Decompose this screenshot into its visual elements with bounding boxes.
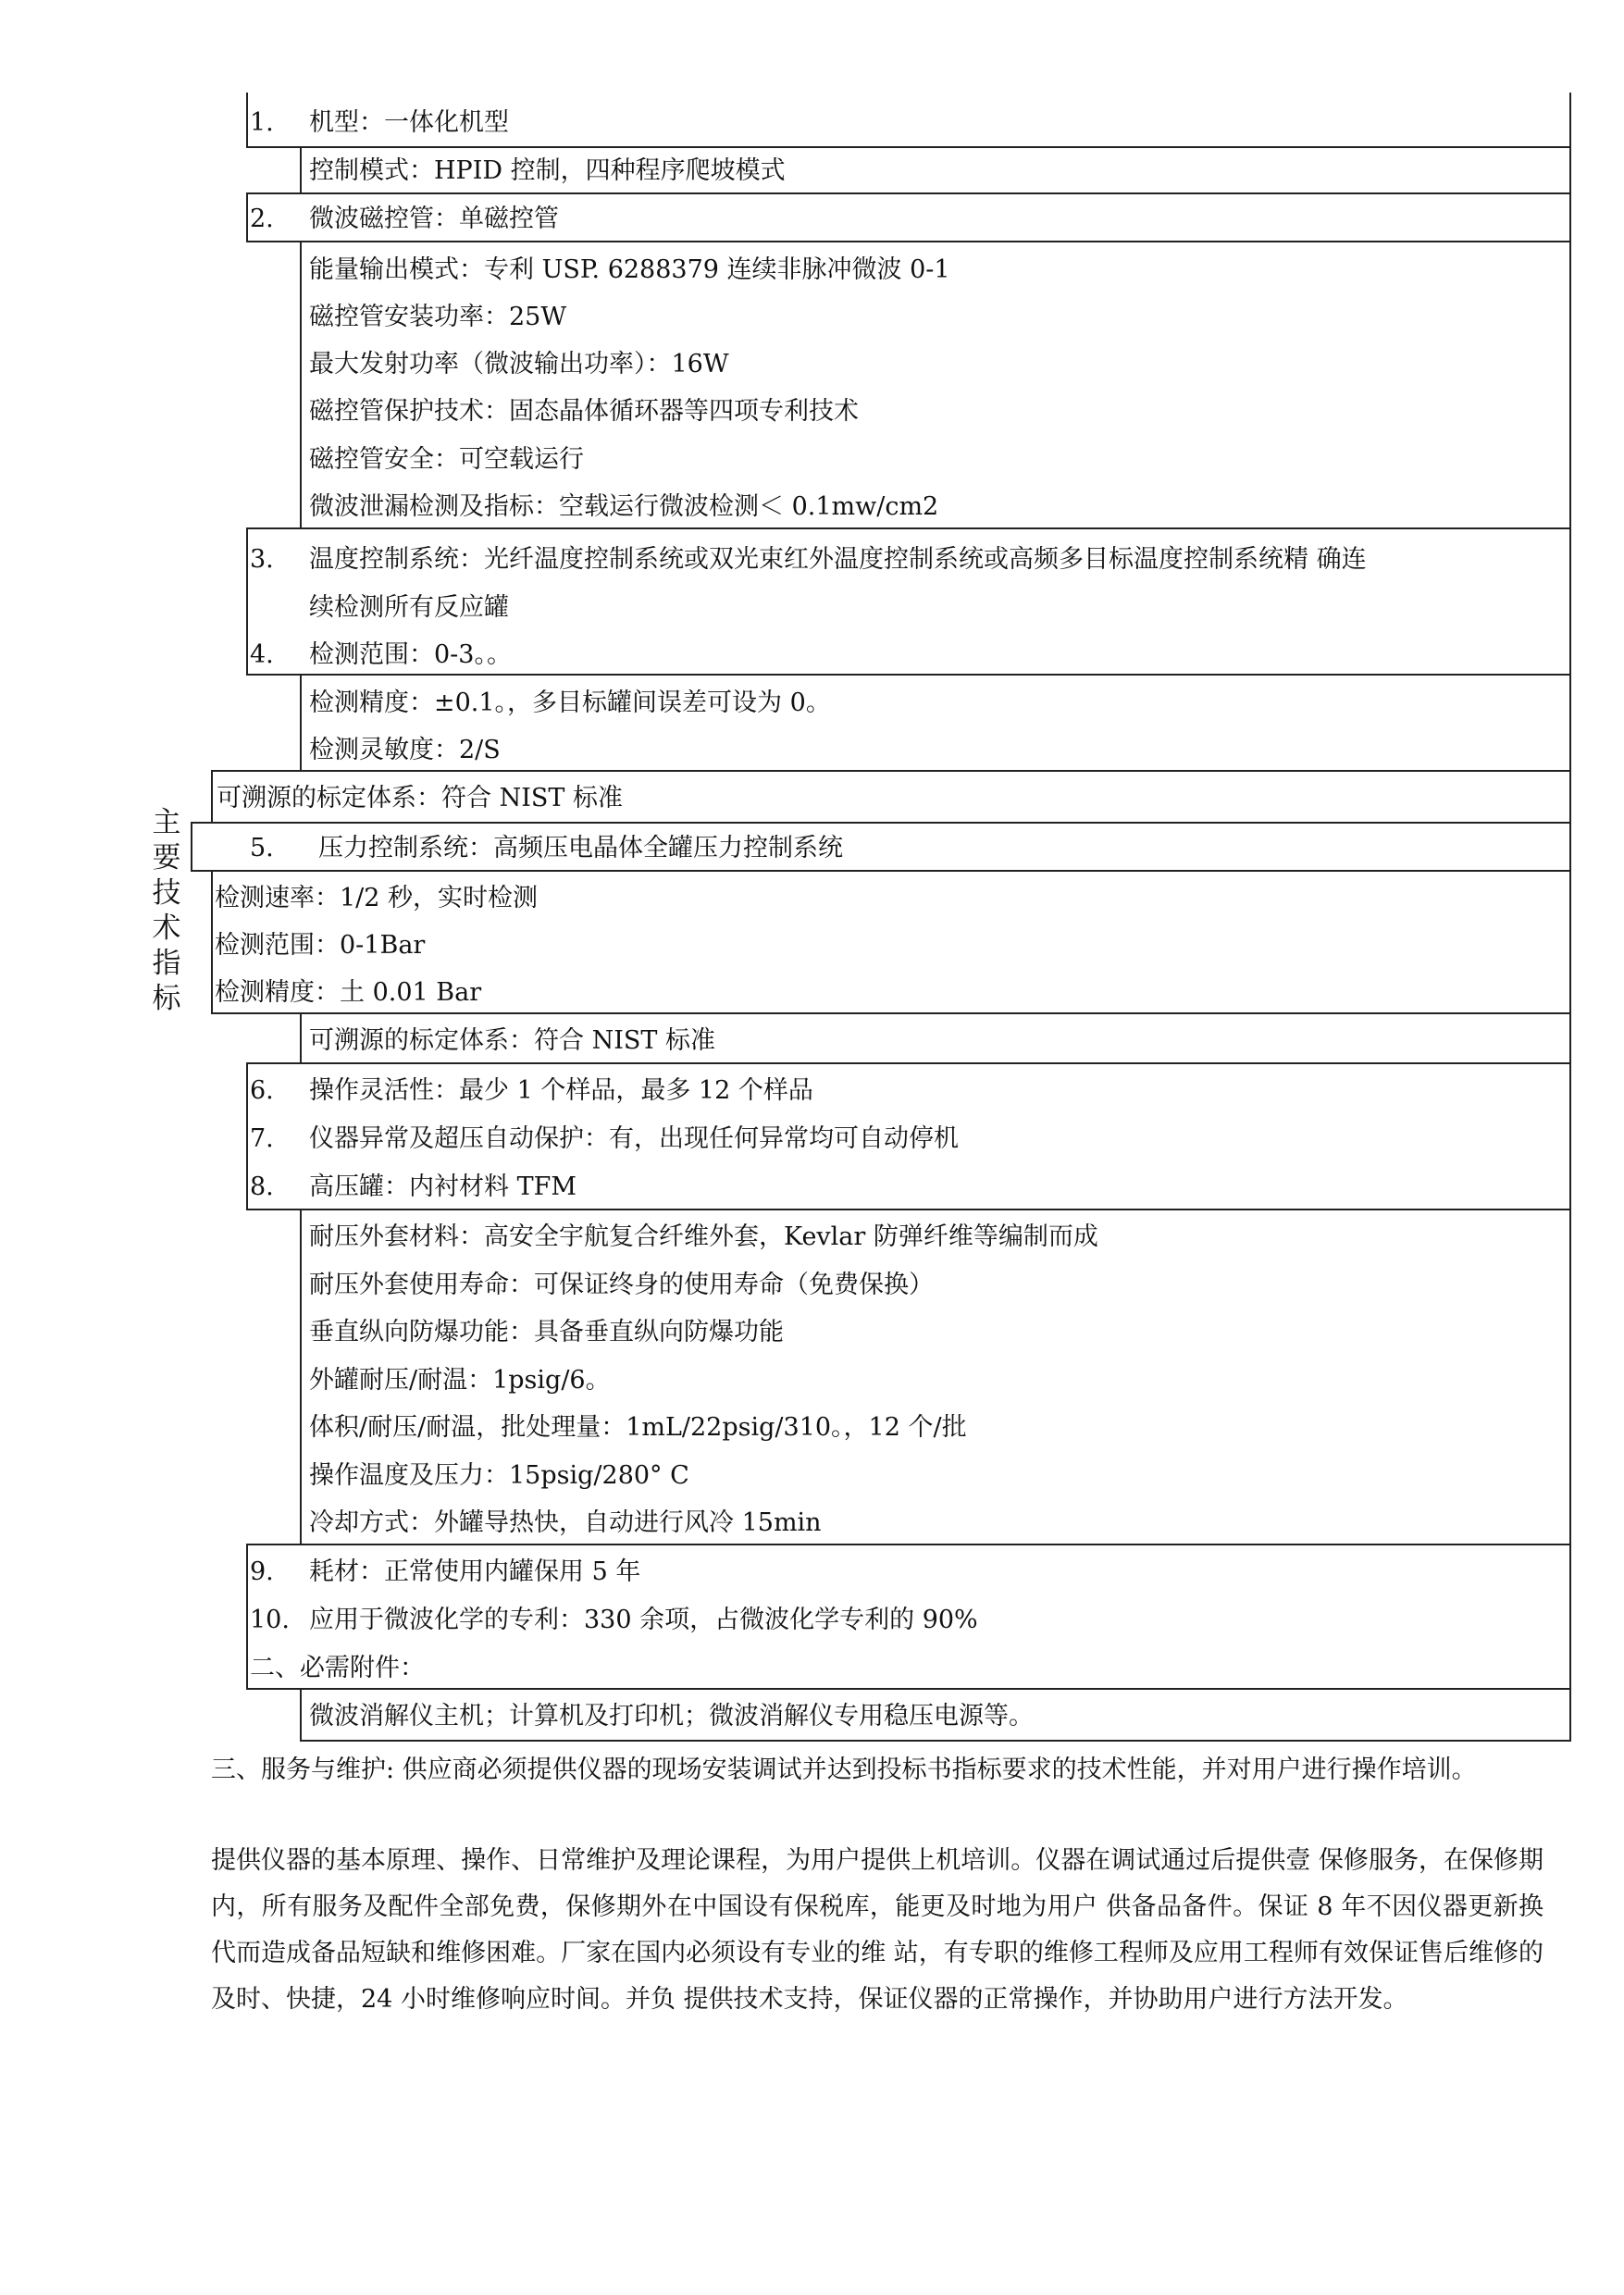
temp-control-line-cont: 续检测所有反应罐 xyxy=(309,593,509,622)
spec-line: 最大发射功率（微波输出功率）：16W xyxy=(309,350,729,378)
side-char: 技 xyxy=(152,876,181,910)
model-line: 机型：一体化机型 xyxy=(309,108,509,137)
spec-line: 冷却方式：外罐导热快，自动进行风冷 15min xyxy=(309,1508,822,1537)
spec-line: 垂直纵向防爆功能：具备垂直纵向防爆功能 xyxy=(309,1318,784,1346)
item-number: 3. xyxy=(250,545,274,574)
magnetron-line: 微波磁控管：单磁控管 xyxy=(309,205,559,233)
spec-line: 检测灵敏度：2/S xyxy=(309,736,501,764)
side-label-main-specs xyxy=(148,805,185,1016)
spec-line: 耐压外套材料：高安全宇航复合纤维外套，Kevlar 防弹纤维等编制而成 xyxy=(309,1222,1098,1251)
item-number: 9. xyxy=(250,1557,274,1586)
service-paragraph-1: 三、服务与维护: 供应商必须提供仪器的现场安装调试并达到投标书指标要求的技术性能，并对用户进行操作培训。 xyxy=(211,1755,1477,1784)
spec-line: 磁控管保护技术：固态晶体循环器等四项专利技术 xyxy=(309,397,859,426)
item-number: 10. xyxy=(250,1606,290,1634)
spec-line: 能量输出模式：专利 USP. 6288379 连续非脉冲微波 0-1 xyxy=(309,255,950,284)
spec-line: 操作灵活性：最少 1 个样品，最多 12 个样品 xyxy=(309,1076,813,1105)
item-number: 8. xyxy=(250,1172,274,1201)
accessories-line: 微波消解仪主机；计算机及打印机；微波消解仪专用稳压电源等。 xyxy=(309,1702,1034,1731)
spec-line: 仪器异常及超压自动保护：有，出现任何异常均可自动停机 xyxy=(309,1124,959,1153)
spec-line: 检测精度：土 0.01 Bar xyxy=(215,978,482,1007)
spec-line: 磁控管安装功率：25W xyxy=(309,303,567,331)
service-paragraph-2: 提供仪器的基本原理、操作、日常维护及理论课程，为用户提供上机培训。仪器在调试通过后提供壹 保修服务，在保修期内，所有服务及配件全部免费，保修期外在中国设有保税库，能更及时地为用户 供备品备件。保证 8 年不因仪器更新换代而造成备品短缺和维修困难。厂家在国内必须设有专业的维 站，有专职的维修工程师及应用工程师有效保证售后维修的及时、快捷，24 小时维修响应时间。并负 提供技术支持，保证仪器的正常操作，并协助用户进行方法开发。 xyxy=(211,1846,1543,2014)
spec-line: 微波泄漏检测及指标：空载运行微波检测＜ 0.1mw/cm2 xyxy=(309,492,939,521)
spec-line: 检测精度：±0.1。，多目标罐间误差可设为 0。 xyxy=(309,688,831,717)
calibration-line: 可溯源的标定体系：符合 NIST 标准 xyxy=(309,1026,715,1055)
item-number: 1. xyxy=(250,108,274,137)
control-mode-line: 控制模式：HPID 控制，四种程序爬坡模式 xyxy=(309,156,786,185)
spec-line: 磁控管安全：可空载运行 xyxy=(309,445,584,474)
spec-line: 耗材：正常使用内罐保用 5 年 xyxy=(309,1557,641,1586)
accessories-title: 二、必需附件： xyxy=(250,1654,425,1682)
item-number: 6. xyxy=(250,1076,274,1105)
spec-line: 体积/耐压/耐温，批处理量：1mL/22psig/310。，12 个/批 xyxy=(309,1413,967,1442)
item-number: 4. xyxy=(250,640,274,669)
side-char: 指 xyxy=(152,947,181,980)
calibration-line: 可溯源的标定体系：符合 NIST 标准 xyxy=(217,784,623,813)
side-char: 主 xyxy=(152,806,181,839)
spec-line: 检测范围：0-1Bar xyxy=(215,931,426,960)
spec-line: 检测速率：1/2 秒，实时检测 xyxy=(215,884,539,912)
spec-line: 耐压外套使用寿命：可保证终身的使用寿命（免费保换） xyxy=(309,1271,934,1299)
side-char: 术 xyxy=(152,912,181,945)
spec-line: 操作温度及压力：15psig/280° C xyxy=(309,1461,689,1490)
item-number: 5. xyxy=(250,834,274,862)
spec-line: 应用于微波化学的专利：330 余项，占微波化学专利的 90% xyxy=(309,1606,978,1634)
side-char: 要 xyxy=(152,841,181,875)
spec-line: 外罐耐压/耐温：1psig/6。 xyxy=(309,1366,611,1395)
pressure-control-line: 压力控制系统：高频压电晶体全罐压力控制系统 xyxy=(318,834,843,862)
item-number: 7. xyxy=(250,1124,274,1153)
spec-line: 高压罐：内衬材料 TFM xyxy=(309,1172,576,1201)
range-line: 检测范围：0-3。。 xyxy=(309,640,512,669)
side-char: 标 xyxy=(152,982,181,1015)
temp-control-line: 温度控制系统：光纤温度控制系统或双光束红外温度控制系统或高频多目标温度控制系统精 确连 xyxy=(309,545,1367,574)
item-number: 2. xyxy=(250,205,274,233)
